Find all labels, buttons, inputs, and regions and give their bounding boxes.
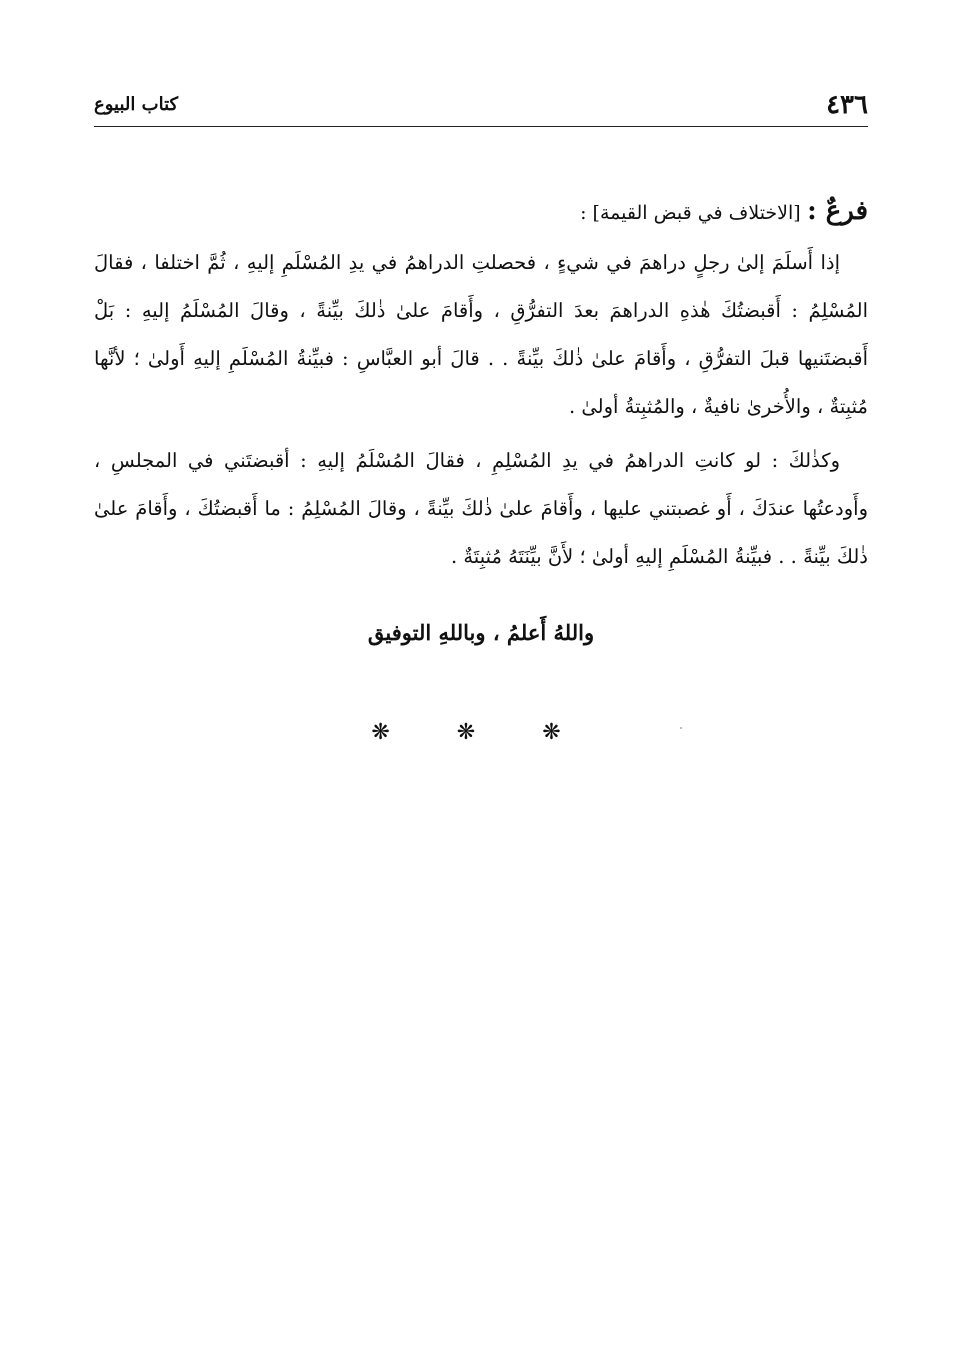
- print-speck: [680, 727, 682, 729]
- section-separator: ❋ ❋ ❋: [371, 720, 591, 745]
- branch-title: [الاختلاف في قبض القيمة] :: [580, 202, 801, 224]
- running-title: كتاب البيوع: [94, 94, 179, 115]
- paragraph-1: إذا أَسلَمَ إلىٰ رجلٍ دراهمَ في شيءٍ ، فحصلتِ الدراهمُ في يدِ المُسْلَمِ إليهِ ، ثُمَّ اختلفا ، فقالَ المُسْلِمُ : أَقبضتُكَ هٰذهِ الدراهمَ بعدَ التفرُّقِ ، وأَقامَ علىٰ ذٰلكَ بيِّنةً ، وقالَ المُسْلَمُ إليهِ : بَلْ أَقبضتَنيها قبلَ التفرُّقِ ، وأَقامَ علىٰ ذٰلكَ بيِّنةً . . قالَ أبو العبَّاسِ : فبيِّنةُ المُسْلَمِ إليهِ أَولىٰ ؛ لأنَّها مُثبِتةٌ ، والأُخرىٰ نافيةٌ ، والمُثبِتةُ أولىٰ .: [94, 251, 868, 418]
- section-heading: [94, 185, 868, 239]
- closing-phrase: واللهُ أَعلمُ ، وباللهِ التوفيق: [367, 620, 595, 645]
- page-number: ٤٣٦: [826, 90, 868, 120]
- main-content: [94, 185, 868, 581]
- branch-label: فرعٌ :: [807, 196, 868, 226]
- page-header: [94, 86, 868, 127]
- paragraph-2: وكذٰلكَ : لو كانتِ الدراهمُ في يدِ المُسْلِمِ ، فقالَ المُسْلَمُ إليهِ : أقبضتَني في المجلسِ ، وأَودعتُها عندَكَ ، أَو غصبتني عليها ، وأَقامَ علىٰ ذٰلكَ بيِّنةً ، وقالَ المُسْلِمُ : ما أَقبضتُكَ ، وأَقامَ علىٰ ذٰلكَ بيِّنةً . . فبيِّنةُ المُسْلَمِ إليهِ أولىٰ ؛ لأَنَّ بيِّنَتَهُ مُثبِتَةٌ .: [94, 449, 868, 568]
